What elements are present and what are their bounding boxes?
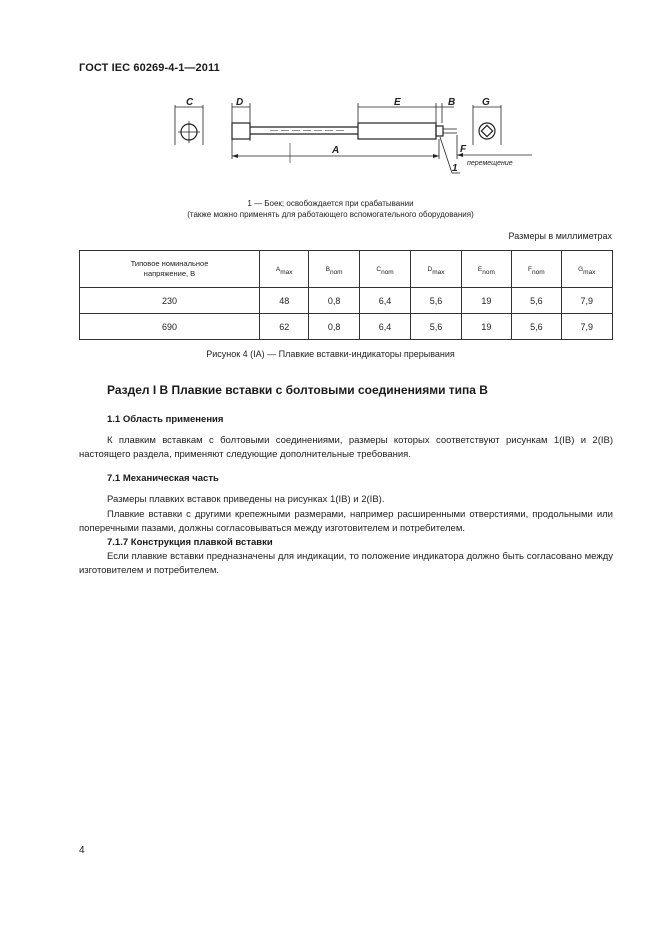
header-a: $A_{max}$ [260, 251, 309, 288]
subsection-1-1-title: 1.1 Область применения [107, 414, 224, 425]
figure-note-line1: 1 — Боек; освобождается при срабатывании [247, 199, 414, 208]
subsection-1-1-text: К плавким вставкам с болтовыми соединениями, размеры которых соответствуют рисункам 1(IB) и 2(IB) настоящего раздела, применяют следующие дополнительные требования. [79, 435, 613, 460]
subsection-7-1-7-text: Если плавкие вставки предназначены для индикации, то положение индикатора должно быть согласовано между изготовителем и потребителем. [79, 551, 613, 576]
table-header-row [80, 251, 613, 288]
fuse-indicator-drawing [160, 93, 540, 193]
label-e: E [394, 97, 401, 108]
figure-caption: Рисунок 4 (IA) — Плавкие вставки-индикаторы прерывания [206, 349, 455, 359]
header-e: $E_{nom}$ [461, 251, 511, 288]
subsection-7-1-7-title: 7.1.7 Конструкция плавкой вставки [107, 537, 273, 548]
subsection-7-1-p1: Размеры плавких вставок приведены на рисунках 1(IB) и 2(IB). [107, 494, 385, 505]
label-d: D [236, 97, 244, 108]
header-f: $F_{nom}$ [512, 251, 561, 288]
header-d: $D_{max}$ [411, 251, 461, 288]
header-voltage: Типовое номинальное напряжение, В [80, 251, 260, 288]
header-b: $B_{nom}$ [309, 251, 359, 288]
figure-note-line2: (также можно применять для работающего вспомогательного оборудования) [187, 210, 474, 219]
units-label: Размеры в миллиметрах [508, 231, 612, 241]
subsection-7-1-p2: Плавкие вставки с другими крепежными размерами, например расширенными отверстиями, продольными или поперечными пазами, должны согласовываться между изготовителем и потребителем. [79, 509, 613, 534]
subsection-7-1-title: 7.1 Механическая часть [107, 473, 219, 484]
label-a: A [332, 145, 340, 156]
label-motion: перемещение [467, 160, 513, 167]
page-number: 4 [79, 845, 85, 856]
label-1: 1 [452, 163, 458, 174]
table-row: 230 48 0,8 6,4 5,6 19 5,6 7,9 [80, 288, 613, 314]
document-header: ГОСТ IEC 60269-4-1—2011 [79, 62, 220, 74]
header-g: $G_{max}$ [561, 251, 612, 288]
label-g: G [482, 97, 490, 108]
label-c: C [186, 97, 194, 108]
label-f: F [460, 144, 467, 155]
dimensions-table [79, 250, 613, 340]
section-title: Раздел I B Плавкие вставки с болтовыми соединениями типа B [107, 383, 488, 397]
table-row: 690 62 0,8 6,4 5,6 19 5,6 7,9 [80, 314, 613, 340]
label-b: B [448, 97, 456, 108]
header-c: $C_{nom}$ [359, 251, 410, 288]
